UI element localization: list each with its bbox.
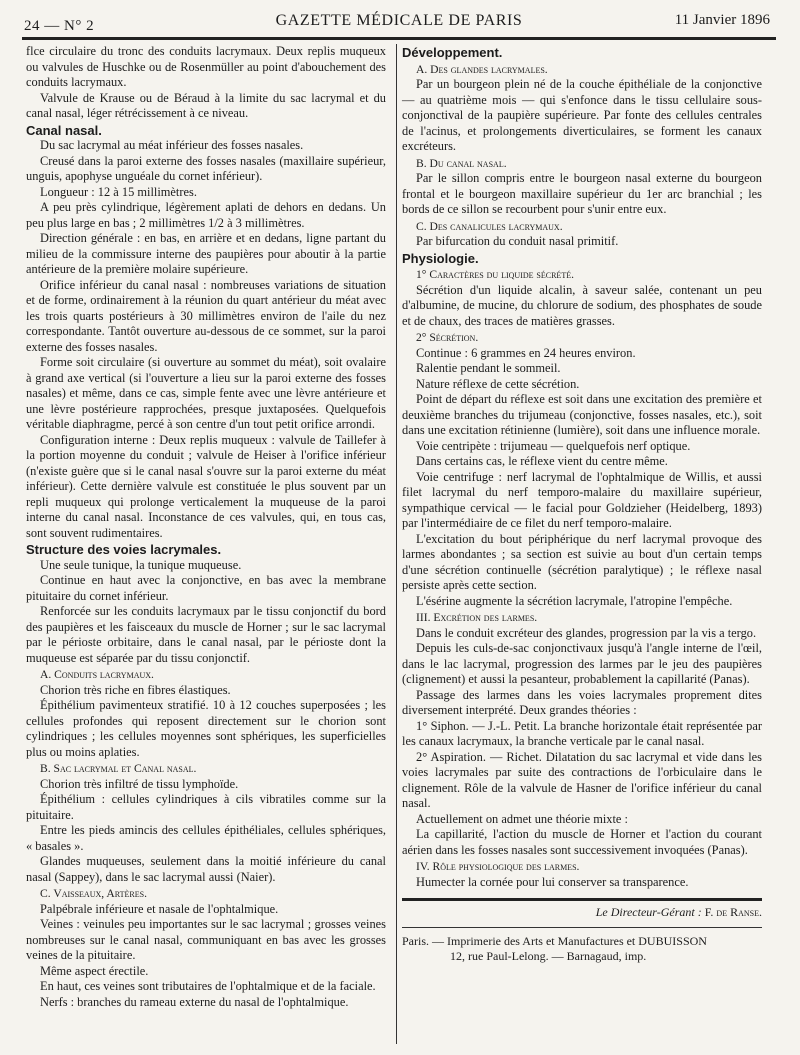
paragraph: Épithélium : cellules cylindriques à cils vibratiles comme sur la pituitaire.	[26, 792, 386, 822]
paragraph: Voie centrifuge : nerf lacrymal de l'ophtalmique de Willis, et aussi filet lacrymal du nerf temporo-malaire du maxillaire supérieur, sympathique cervical — le facial pour Goldzieher (Heidelberg, 1893) par l'intermédiaire de ce filet du nerf temporo-malaire.	[402, 469, 762, 530]
paragraph: Actuellement on admet une théorie mixte :	[416, 811, 628, 826]
paragraph: Même aspect érectile.	[40, 963, 149, 978]
paragraph: Configuration interne : Deux replis muqueux : valvule de Taillefer à la portion moyenne du conduit ; valvule de Heiser à l'orifice inférieur (n'existe guère que si le canal nasal s'ouvre sur la paroi externe du méat inférieur). Cette dernière valvule est constituée le plus souvent par un repli muqueux qui prolonge verticalement la muqueuse de la paroi interne du canal nasal. Inconstance de ces valvules, qui, en tous cas, sont souvent rudimentaires.	[26, 432, 386, 540]
section-heading: Structure des voies lacrymales.	[26, 542, 222, 557]
paragraph: Chorion très riche en fibres élastiques.	[40, 682, 231, 697]
paragraph: Humecter la cornée pour lui conserver sa transparence.	[416, 874, 689, 889]
imprint	[402, 934, 762, 964]
paragraph: Creusé dans la paroi externe des fosses nasales (maxillaire supérieur, unguis, apophyse unguéale du cornet inférieur).	[26, 153, 386, 183]
paragraph: Longueur : 12 à 15 millimètres.	[40, 184, 197, 199]
header-rule	[22, 37, 776, 40]
paragraph: Une seule tunique, la tunique muqueuse.	[40, 557, 242, 572]
paragraph: L'excitation du bout périphérique du nerf lacrymal provoque des larmes abondantes ; sa section est suivie au bout d'un certain temps d'une sécrétion continuelle (sécrétion paralytique) ; le réflexe nasal persiste après cette section.	[402, 531, 762, 592]
paragraph: Passage des larmes dans les voies lacrymales proprement dites diversement interprété. Deux grandes théories :	[402, 687, 762, 717]
subsection-heading: B. Du canal nasal.	[416, 156, 507, 170]
right-column-body	[402, 45, 762, 890]
section-heading: Développement.	[402, 45, 503, 60]
paragraph: Dans le conduit excréteur des glandes, progression par la vis a tergo.	[416, 625, 757, 640]
subsection-heading: 2° Sécrétion.	[416, 331, 479, 344]
signature-label: Le Directeur-Gérant :	[595, 905, 702, 919]
subsection-heading: C. Des canalicules lacrymaux.	[416, 219, 563, 233]
signature-name: F. de Ranse.	[704, 905, 762, 919]
subsection-heading: IV. Rôle physiologique des larmes.	[416, 860, 580, 873]
paragraph: Continue en haut avec la conjonctive, en bas avec la membrane pituitaire du cornet inférieur.	[26, 573, 386, 603]
paragraph: Par un bourgeon plein né de la couche épithéliale de la conjonctive — au quatrième mois — qui s'enfonce dans le tissu cellulaire sous-conjonctival de la paupière supérieure. Par fonte des cellules centrales de l'acinus, et prolongements diverticulaires, se forment les canaux excréteurs.	[402, 77, 762, 153]
paragraph: Glandes muqueuses, seulement dans la moitié inférieure du canal nasal (Sappey), dans le sac lacrymal aussi (Naier).	[26, 854, 386, 884]
paragraph: Épithélium pavimenteux stratifié. 10 à 12 couches superposées ; les cellules profondes qui reposent directement sur le chorion sont cylindriques ; les cellules moyennes sont sphériques, les superficielles plus ou moins aplaties.	[26, 698, 386, 759]
journal-title: GAZETTE MÉDICALE DE PARIS	[275, 12, 523, 29]
paragraph: Sécrétion d'un liquide alcalin, à saveur salée, contenant un peu d'albumine, de mucine, du chlorure de sodium, des phosphates de soude et de chaux, des traces de matières grasses.	[402, 282, 762, 328]
paragraph: Renforcée sur les conduits lacrymaux par le tissu conjonctif du bord des paupières et les faisceaux du muscle de Horner ; sur le sac lacrymal par le périoste orbitaire, dans le canal nasal, par le périoste dont la muqueuse est séparée par du tissu conjonctif.	[26, 604, 386, 665]
imprint-line-1: Paris. — Imprimerie des Arts et Manufactures et DUBUISSON	[402, 933, 707, 948]
paragraph: 1° Siphon. — J.-L. Petit. La branche horizontale était représentée par les canaux lacrymaux, la branche verticale par le canal nasal.	[402, 718, 762, 748]
paragraph: Continue : 6 grammes en 24 heures environ.	[416, 345, 636, 360]
paragraph: Du sac lacrymal au méat inférieur des fosses nasales.	[40, 138, 304, 152]
paragraph: Nature réflexe de cette sécrétion.	[416, 376, 580, 391]
paragraph: Direction générale : en bas, en arrière et en dedans, ligne partant du milieu de la commissure interne des paupières pour aboutir à la partie antérieure de la première molaire supérieure.	[26, 231, 386, 276]
imprint-rule	[402, 927, 762, 928]
column-divider	[396, 44, 397, 1044]
page-number: 24 — N° 2	[24, 18, 95, 34]
imprint-line-2: 12, rue Paul-Lelong. — Barnagaud, imp.	[450, 948, 647, 963]
paragraph: Orifice inférieur du canal nasal : nombreuses variations de situation et de forme, ordinairement à la réunion du quart antérieur du méat avec les trois quarts postérieurs à 30 millimètres environ de l'aile du nez correspondante. Tantôt ouverture au-dessous de ce sommet, sur la paroi externe des fosses nasales.	[26, 277, 386, 354]
page-header	[12, 8, 786, 34]
paragraph: Voie centripète : trijumeau — quelquefois nerf optique.	[416, 438, 691, 453]
subsection-heading: C. Vaisseaux, Artères.	[40, 887, 147, 900]
subsection-heading: 1° Caractères du liquide sécrété.	[416, 268, 574, 281]
paragraph: 2° Aspiration. — Richet. Dilatation du sac lacrymal et vide dans les voies lacrymales par suite des contractions de l'orbiculaire dans le clignement. Rôle de la valvule de Hasner de l'orifice inférieur du canal nasal.	[402, 749, 762, 810]
paragraph: En haut, ces veines sont tributaires de l'ophtalmique et de la faciale.	[40, 979, 376, 993]
subsection-heading: III. Excrétion des larmes.	[416, 611, 538, 624]
section-heading: Physiologie.	[402, 250, 479, 266]
paragraph: L'ésérine augmente la sécrétion lacrymale, l'atropine l'empêche.	[416, 593, 733, 608]
paragraph: Chorion très infiltré de tissu lymphoïde.	[40, 776, 239, 791]
paragraph: La capillarité, l'action du muscle de Horner et l'action du courant aérien dans les fosses nasales sont successivement invoquées (Panas).	[402, 827, 762, 857]
paragraph: Depuis les culs-de-sac conjonctivaux jusqu'à l'angle interne de l'œil, dans le lac lacrymal, progression des larmes par le jeu des paupières (clignement) et aussi la pesanteur, probablement la capillarité (Panas).	[402, 641, 762, 686]
paragraph: Nerfs : branches du rameau externe du nasal de l'ophtalmique.	[40, 994, 349, 1009]
right-column	[402, 44, 762, 964]
issue-date: 11 Janvier 1896	[674, 12, 770, 28]
left-column	[26, 44, 386, 1010]
signature-rule	[402, 898, 762, 901]
paragraph: Valvule de Krause ou de Béraud à la limite du sac lacrymal et du canal nasal, léger rétrécissement à ce niveau.	[26, 90, 386, 120]
paragraph: Veines : veinules peu importantes sur le sac lacrymal ; grosses veines nombreuses sur le canal nasal, communiquant en bas avec les grosses veines de la pituitaire.	[26, 917, 386, 962]
subsection-heading: A. Des glandes lacrymales.	[416, 62, 548, 76]
paragraph: Dans certains cas, le réflexe vient du centre même.	[416, 454, 668, 468]
section-heading: Canal nasal.	[26, 122, 102, 138]
paragraph: Forme soit circulaire (si ouverture au sommet du méat), soit ovalaire à grand axe vertical (si l'ouverture a lieu sur la paroi externe des fosses nasales) et même, dans ce cas, simple fente avec une lèvre antérieure et une lèvre postérieure rapprochées, presque juxtaposées. Quelquefois véritable diaphragme, percé à son centre d'un tout petit orifice arrondi.	[26, 355, 386, 431]
paragraph: A peu près cylindrique, légèrement aplati de dehors en dedans. Un peu plus large en bas ; 2 millimètres 1/2 à 3 millimètres.	[26, 200, 386, 230]
paragraph: Point de départ du réflexe est soit dans une excitation des première et deuxième branches du trijumeau (conjonctive, fosses nasales, etc.), soit dans une excitation rétinienne (lumière), soit dans une influence morale.	[402, 392, 762, 437]
paragraph: Ralentie pendant le sommeil.	[416, 361, 561, 375]
signature	[402, 905, 762, 921]
paragraph: flce circulaire du tronc des conduits lacrymaux. Deux replis muqueux ou valvules de Huschke ou de Rosenmüller au point d'abouchement des conduits lacrymaux.	[26, 44, 386, 89]
paragraph: Palpébrale inférieure et nasale de l'ophtalmique.	[40, 901, 279, 916]
paragraph: Entre les pieds amincis des cellules épithéliales, cellules sphériques, « basales ».	[26, 823, 386, 853]
subsection-heading: A. Conduits lacrymaux.	[40, 668, 154, 681]
paragraph: Par bifurcation du conduit nasal primitif.	[416, 234, 619, 248]
subsection-heading: B. Sac lacrymal et Canal nasal.	[40, 762, 197, 775]
paragraph: Par le sillon compris entre le bourgeon nasal externe du bourgeon frontal et le bourgeon maxillaire supérieur du 1er arc branchial ; les bords de ce sillon se recourbent pour s'unir entre eux.	[402, 171, 762, 216]
